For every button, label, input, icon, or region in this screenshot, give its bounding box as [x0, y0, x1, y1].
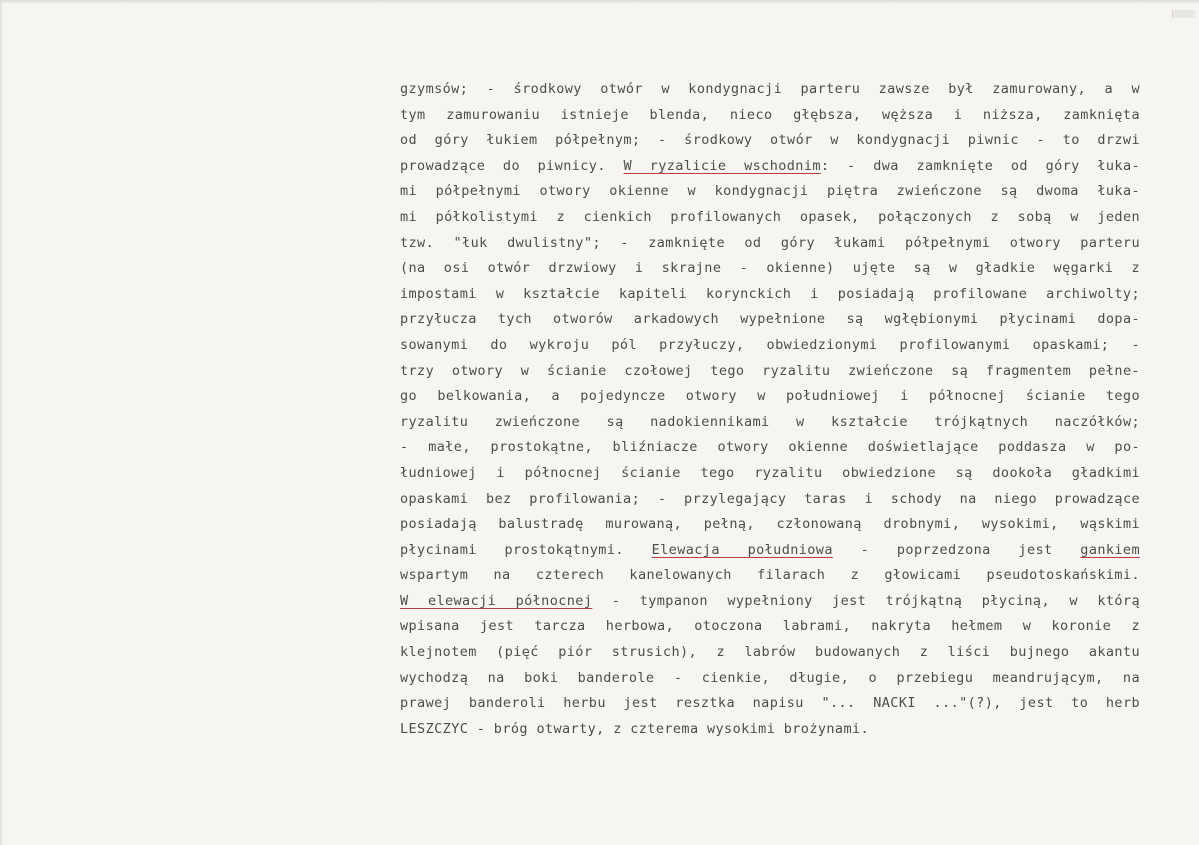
text-line [400, 640, 1140, 666]
underlined-heading: W elewacji północnej [400, 592, 593, 609]
text-line [400, 179, 1140, 205]
text-segment: opaskami bez profilowania; - przylegający taras i schody na niego prowadzące [400, 490, 1140, 507]
text-line [400, 384, 1140, 410]
text-line [400, 563, 1140, 589]
underlined-heading: Elewacja południowa [651, 541, 833, 558]
text-segment: (na osi otwór drzwiowy i skrajne - okienne) ujęte są w gładkie węgarki z [400, 260, 1140, 277]
text-line [400, 691, 1140, 717]
text-line [400, 717, 1140, 743]
text-segment: klejnotem (pięć piór strusich), z labrów budowanych z liści bujnego akantu [400, 644, 1140, 661]
typewritten-text-block [400, 77, 1140, 742]
text-segment: - małe, prostokątne, bliźniacze otwory okienne doświetlające poddasza w po- [400, 439, 1140, 456]
scan-edge-top [0, 0, 1199, 4]
text-segment: od góry łukiem półpełnym; - środkowy otwór w kondygnacji piwnic - to drzwi [400, 132, 1140, 149]
text-line [400, 359, 1140, 385]
text-segment: prowadzące do piwnicy. [400, 157, 624, 174]
text-segment: mi półkolistymi z cienkich profilowanych opasek, połączonych z sobą w jeden [400, 208, 1140, 225]
text-line [400, 666, 1140, 692]
text-segment: przyłucza tych otworów arkadowych wypełnione są wgłębionymi płycinami dopa- [400, 311, 1140, 328]
text-line [400, 461, 1140, 487]
underlined-heading: W ryzalicie wschodnim [623, 157, 821, 174]
text-line [400, 154, 1140, 180]
underlined-heading: gankiem [1080, 541, 1140, 558]
text-segment: wspartym na czterech kanelowanych filarach z głowicami pseudotoskańskimi. [400, 567, 1140, 584]
text-segment: : - dwa zamknięte od góry łuka- [820, 157, 1141, 174]
text-segment: sowanymi do wykroju pól przyłuczy, obwiedzionymi profilowanymi opaskami; - [400, 336, 1140, 353]
text-segment: tym zamurowaniu istnieje blenda, nieco głębsza, węższa i niższa, zamknięta [400, 106, 1140, 123]
text-segment: łudniowej i północnej ścianie tego ryzalitu obwiedzione są dookoła gładkimi [400, 464, 1140, 481]
text-segment: trzy otwory w ścianie czołowej tego ryzalitu zwieńczone są fragmentem pełne- [400, 362, 1140, 379]
text-segment: LESZCZYC - bróg otwarty, z czterema wysokimi brożynami. [400, 720, 870, 737]
text-line [400, 538, 1140, 564]
text-segment: - tympanon wypełniony jest trójkątną płyciną, w którą [592, 592, 1140, 609]
text-line [400, 410, 1140, 436]
text-line [400, 77, 1140, 103]
text-segment: prawej banderoli herbu jest resztka napisu "... NACKI ..."(?), jest to herb [400, 695, 1140, 712]
text-segment: tzw. "łuk dwulistny"; - zamknięte od góry łukami półpełnymi otwory parteru [400, 234, 1140, 251]
text-line [400, 282, 1140, 308]
text-line [400, 487, 1140, 513]
text-segment: ryzalitu zwieńczone są nadokiennikami w kształcie trójkątnych naczółków; [400, 413, 1140, 430]
scan-edge-left [0, 0, 3, 845]
text-segment: gzymsów; - środkowy otwór w kondygnacji parteru zawsze był zamurowany, a w [400, 81, 1140, 97]
text-line [400, 614, 1140, 640]
text-segment: wychodzą na boki banderole - cienkie, długie, o przebiegu meandrującym, na [400, 669, 1140, 686]
text-segment: impostami w kształcie kapiteli korynckich i posiadają profilowane archiwolty; [400, 285, 1140, 302]
text-segment: posiadają balustradę murowaną, pełną, członowaną drobnymi, wysokimi, wąskimi [400, 516, 1140, 533]
text-line [400, 589, 1140, 615]
text-segment: płycinami prostokątnymi. [400, 541, 652, 558]
text-line [400, 435, 1140, 461]
text-line [400, 128, 1140, 154]
text-line [400, 333, 1140, 359]
text-line [400, 231, 1140, 257]
text-line [400, 103, 1140, 129]
text-line [400, 512, 1140, 538]
text-segment: - poprzedzona jest [832, 541, 1081, 558]
text-segment: go belkowania, a pojedyncze otwory w południowej i północnej ścianie tego [400, 388, 1140, 405]
text-line [400, 307, 1140, 333]
text-line [400, 256, 1140, 282]
text-segment: wpisana jest tarcza herbowa, otoczona labrami, nakryta hełmem w koronie z [400, 618, 1140, 635]
text-segment: mi półpełnymi otwory okienne w kondygnacji piętra zwieńczone są dwoma łuka- [400, 183, 1140, 200]
text-line [400, 205, 1140, 231]
scan-corner-mark [1172, 10, 1195, 18]
